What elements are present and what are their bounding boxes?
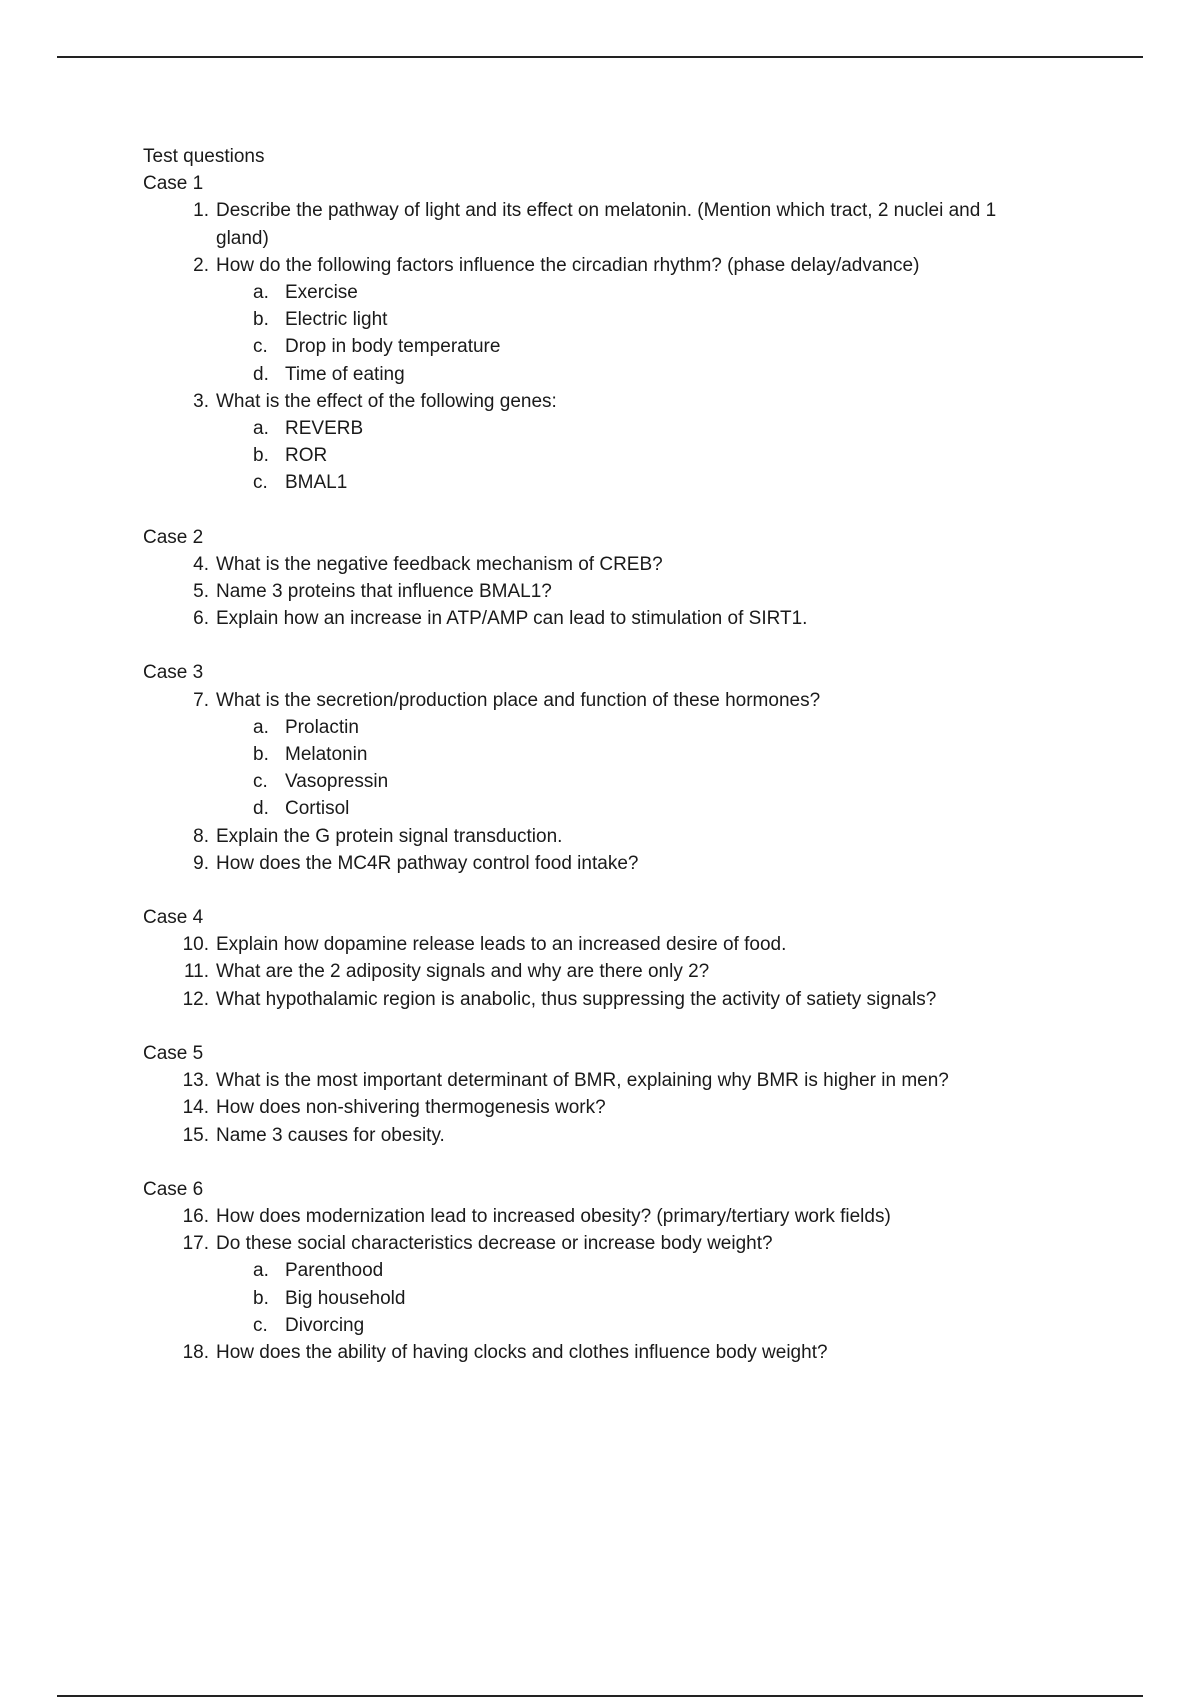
question-text: What is the negative feedback mechanism of CREB? [216,553,663,575]
question-number: 14. [182,1097,209,1119]
sub-question-letter: a. [253,418,269,440]
question-number: 4. [193,553,209,575]
sub-question-text: Parenthood [285,1260,384,1282]
question-text: What hypothalamic region is anabolic, thus suppressing the activity of satiety signals? [216,988,937,1010]
sub-question-text: Drop in body temperature [285,336,501,358]
question-number: 2. [193,254,209,276]
sub-question-letter: a. [253,1260,269,1282]
question-text: What is the effect of the following genes: [216,390,557,412]
sub-question-item [249,333,1103,360]
sub-question-text: BMAL1 [285,472,348,494]
question-text: What is the most important determinant of BMR, explaining why BMR is higher in men? [216,1070,949,1092]
case-section [143,659,1103,877]
question-item [179,578,1103,605]
sub-question-item [249,1312,1103,1339]
case-section [143,170,1103,496]
question-item [179,388,1103,415]
question-item [179,687,1103,714]
case-heading: Case 5 [143,1042,204,1064]
case-section [143,524,1103,633]
question-item [179,850,1103,877]
sub-question-letter: c. [253,472,268,494]
question-text: Name 3 causes for obesity. [216,1124,445,1146]
question-number: 18. [182,1341,209,1363]
sub-question-item [249,306,1103,333]
document-title: Test questions [143,146,265,167]
question-number: 17. [182,1233,209,1255]
question-number: 3. [193,390,209,412]
question-item [179,1339,1103,1366]
question-item [179,551,1103,578]
question-number: 12. [182,988,209,1010]
question-item [179,252,1103,279]
sub-question-text: Cortisol [285,798,350,820]
case-heading: Case 4 [143,907,204,929]
question-number: 16. [182,1205,209,1227]
sub-question-letter: c. [253,1314,268,1336]
question-text: How does modernization lead to increased obesity? (primary/tertiary work fields) [216,1205,891,1227]
sub-question-letter: b. [253,744,269,766]
sub-question-text: ROR [285,445,328,467]
sub-question-text: Exercise [285,282,358,304]
sub-question-item [249,1285,1103,1312]
cases-container [143,170,1103,1366]
question-text: What is the secretion/production place and function of these hormones? [216,689,821,711]
case-section [143,1040,1103,1149]
sub-question-letter: c. [253,771,268,793]
question-item [179,1230,1103,1257]
question-item [179,1067,1103,1094]
question-number: 6. [193,608,209,630]
footer-rule [57,1695,1143,1697]
question-text: How does the MC4R pathway control food intake? [216,852,639,874]
sub-question-letter: b. [253,445,269,467]
sub-question-letter: a. [253,282,269,304]
question-text: How does non-shivering thermogenesis work? [216,1097,606,1119]
question-item [179,958,1103,985]
sub-question-item [249,741,1103,768]
document-body [143,143,1103,1366]
sub-question-text: Electric light [285,309,388,331]
question-text: Explain how an increase in ATP/AMP can lead to stimulation of SIRT1. [216,608,808,630]
sub-question-item [249,442,1103,469]
case-heading: Case 6 [143,1178,204,1200]
question-text: Explain how dopamine release leads to an increased desire of food. [216,934,787,956]
question-item [179,1122,1103,1149]
sub-question-item [249,415,1103,442]
sub-question-letter: d. [253,363,269,385]
sub-question-item [249,768,1103,795]
question-item [179,1094,1103,1121]
question-item [179,931,1103,958]
question-number: 13. [182,1070,209,1092]
sub-question-letter: c. [253,336,268,358]
sub-question-text: Prolactin [285,716,359,738]
sub-question-letter: d. [253,798,269,820]
sub-question-text: Time of eating [285,363,405,385]
sub-question-item [249,279,1103,306]
sub-question-text: REVERB [285,418,364,440]
case-section [143,1176,1103,1366]
sub-question-letter: b. [253,1287,269,1309]
case-heading: Case 2 [143,526,204,548]
question-text: What are the 2 adiposity signals and why are there only 2? [216,961,710,983]
sub-question-item [249,361,1103,388]
question-number: 1. [193,200,209,222]
question-number: 11. [183,961,209,983]
question-text: Do these social characteristics decrease or increase body weight? [216,1233,773,1255]
sub-question-item [249,714,1103,741]
question-item [179,605,1103,632]
question-number: 15. [182,1124,209,1146]
sub-question-text: Big household [285,1287,406,1309]
question-text: Describe the pathway of light and its effect on melatonin. (Mention which tract, 2 nuclei and 1 gland) [216,200,997,249]
question-text: Explain the G protein signal transduction. [216,825,563,847]
sub-question-text: Divorcing [285,1314,365,1336]
question-text: How do the following factors influence the circadian rhythm? (phase delay/advance) [216,254,920,276]
question-number: 8. [193,825,209,847]
question-number: 9. [193,852,209,874]
question-number: 5. [193,581,209,603]
question-number: 7. [193,689,209,711]
sub-question-text: Vasopressin [285,771,389,793]
question-text: Name 3 proteins that influence BMAL1? [216,581,552,603]
sub-question-letter: a. [253,716,269,738]
case-heading: Case 1 [143,173,204,195]
case-section [143,904,1103,1013]
sub-question-item [249,1257,1103,1284]
question-item [179,823,1103,850]
question-item [179,986,1103,1013]
question-item [179,1203,1103,1230]
sub-question-item [249,469,1103,496]
case-heading: Case 3 [143,662,204,684]
sub-question-letter: b. [253,309,269,331]
sub-question-item [249,795,1103,822]
question-number: 10. [182,934,209,956]
question-item [179,197,1103,251]
header-rule [57,56,1143,58]
question-text: How does the ability of having clocks and clothes influence body weight? [216,1341,828,1363]
sub-question-text: Melatonin [285,744,368,766]
